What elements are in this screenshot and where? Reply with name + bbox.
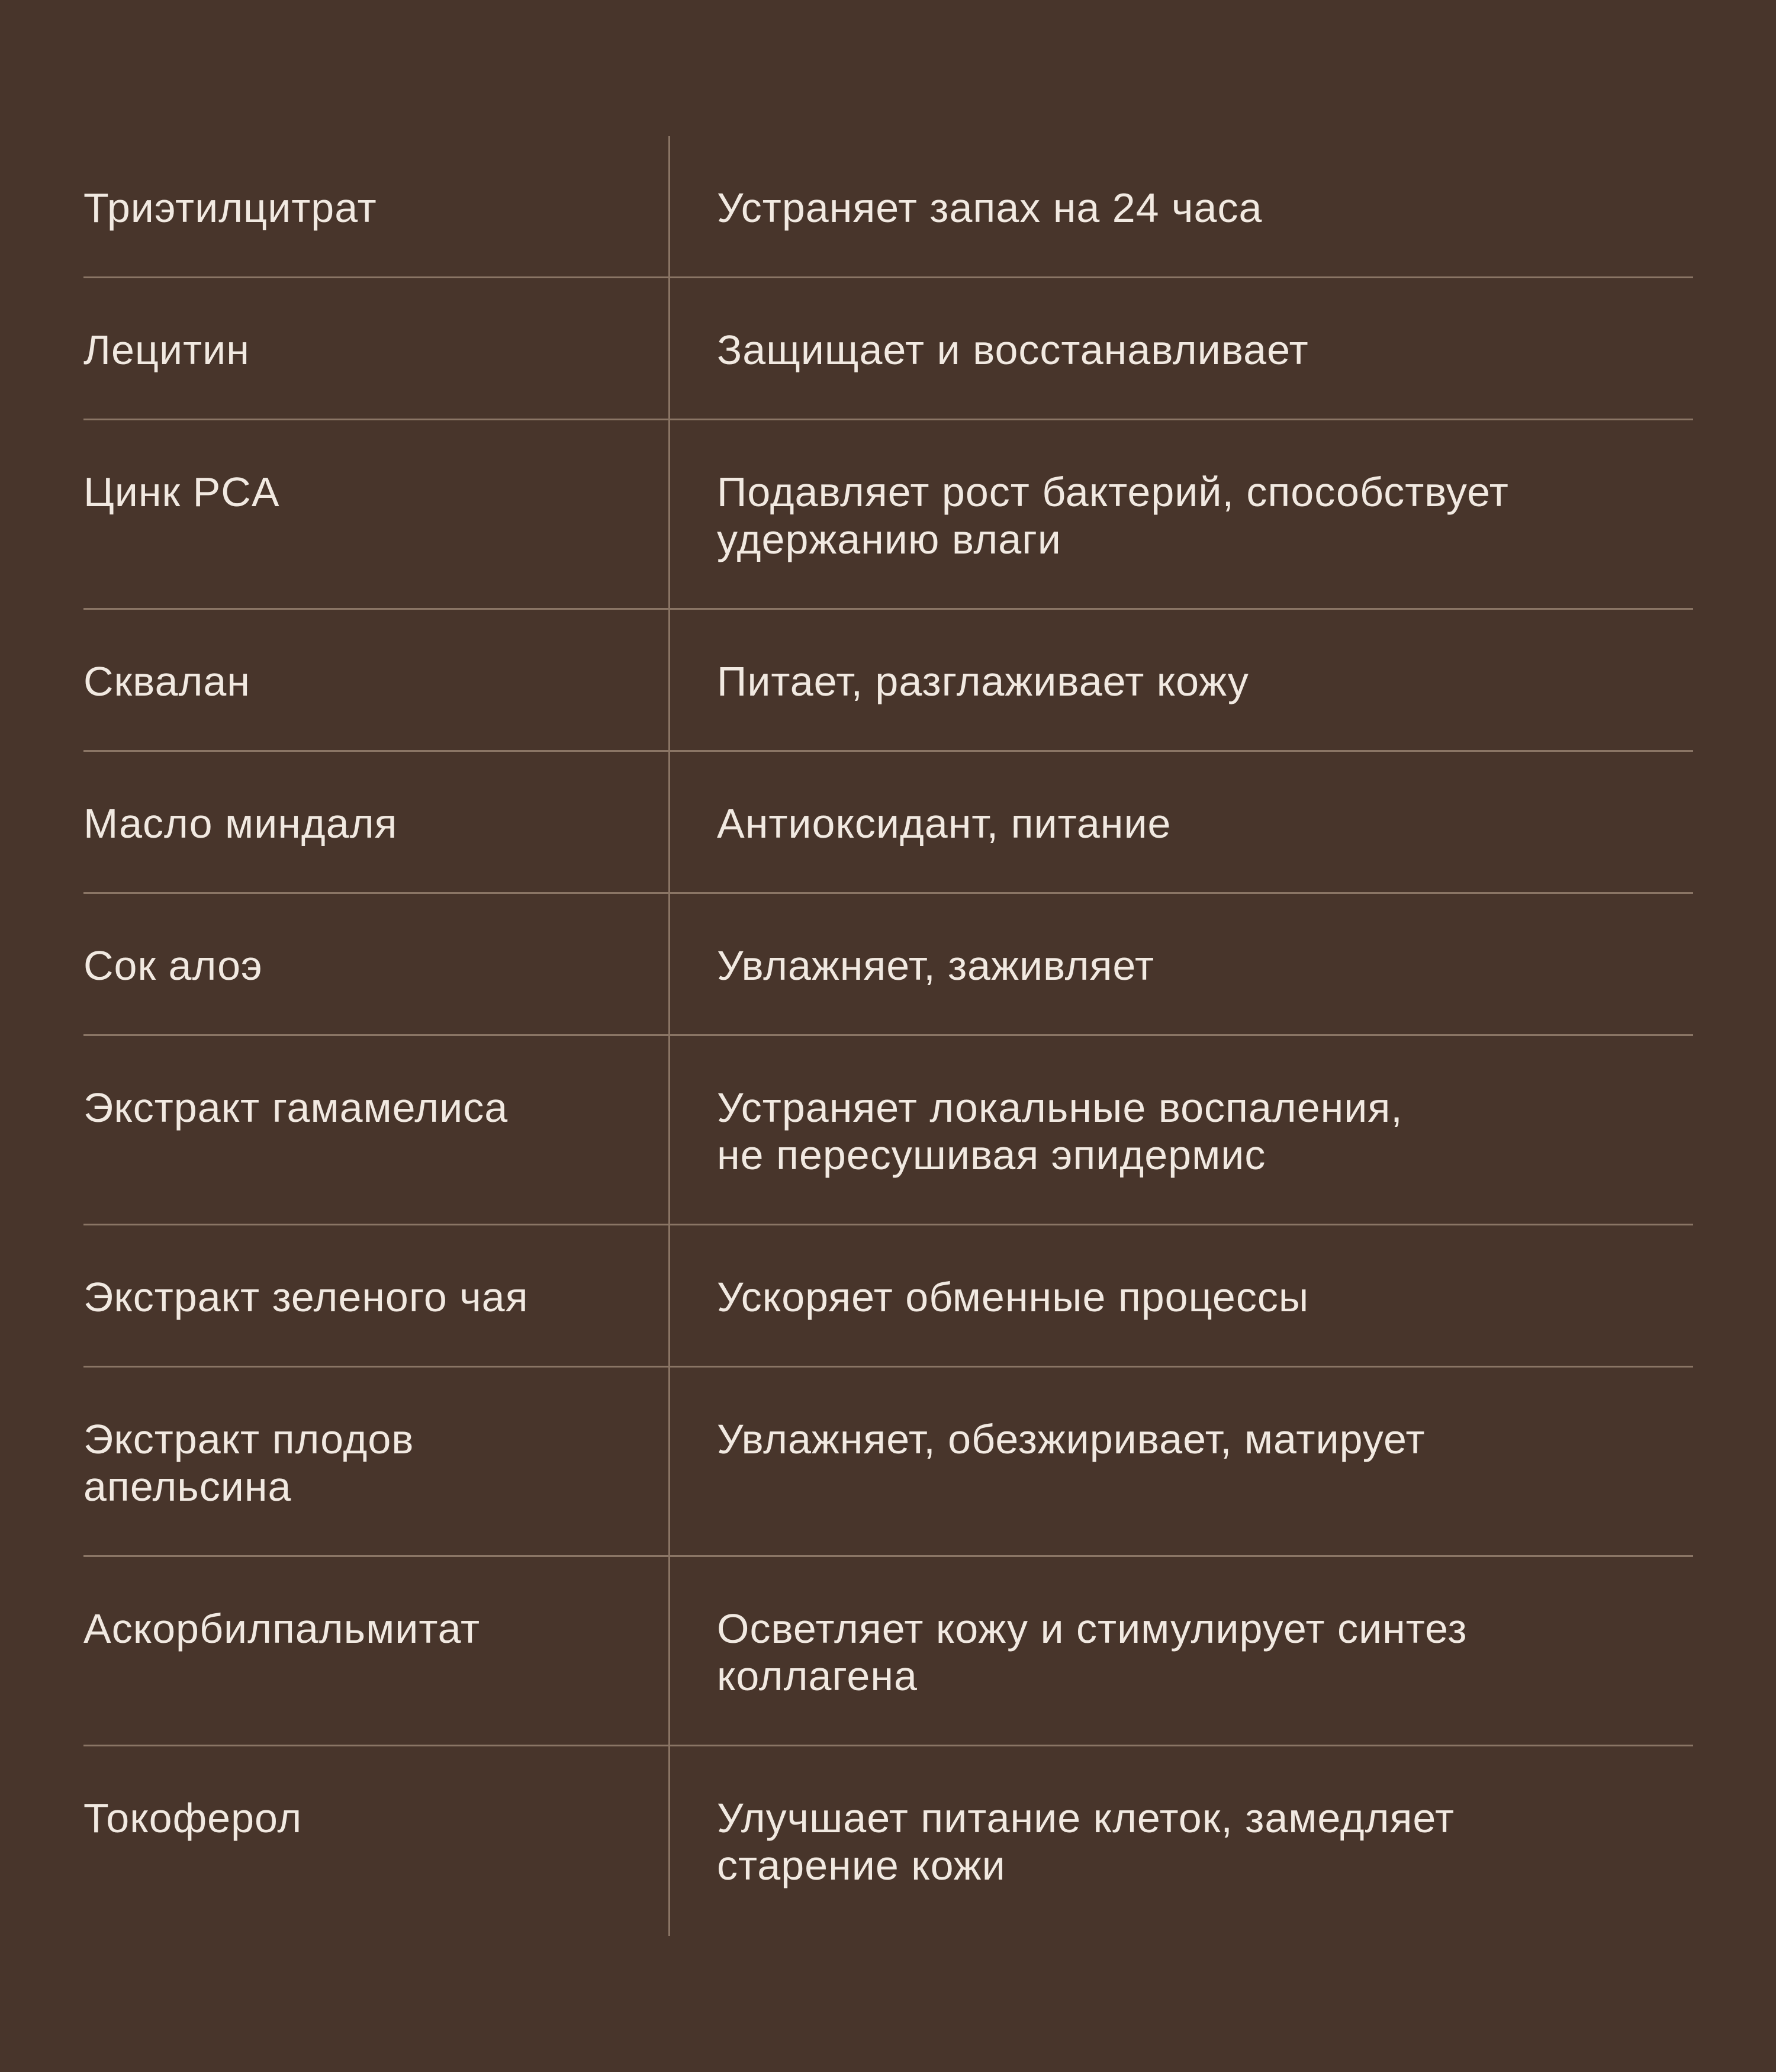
table-row bbox=[83, 1225, 1693, 1368]
ingredient-name: Сок алоэ bbox=[83, 942, 263, 989]
ingredient-name: Триэтилцитрат bbox=[83, 185, 377, 231]
ingredient-description: Ускоряет обменные процессы bbox=[717, 1274, 1310, 1320]
ingredient-name: Масло миндаля bbox=[83, 800, 398, 847]
table-row bbox=[83, 1557, 1693, 1746]
table-row bbox=[83, 136, 1693, 278]
table-row bbox=[83, 1746, 1693, 1936]
ingredient-name: Токоферол bbox=[83, 1795, 303, 1841]
ingredients-table bbox=[83, 136, 1693, 1936]
ingredient-name: Лецитин bbox=[83, 327, 250, 373]
ingredient-name: Экстракт гамамелиса bbox=[83, 1085, 509, 1131]
ingredient-description: Осветляет кожу и стимулирует синтез коллагена bbox=[717, 1606, 1468, 1699]
ingredient-description: Защищает и восстанавливает bbox=[717, 327, 1309, 373]
ingredient-description: Питает, разглаживает кожу bbox=[717, 658, 1249, 704]
table-row bbox=[83, 752, 1693, 894]
table-row bbox=[83, 610, 1693, 752]
table-row bbox=[83, 1036, 1693, 1225]
ingredient-name: Экстракт плодов апельсина bbox=[83, 1416, 414, 1510]
table-row bbox=[83, 1368, 1693, 1557]
ingredient-name: Сквалан bbox=[83, 658, 250, 704]
table-row bbox=[83, 278, 1693, 420]
ingredient-name: Экстракт зеленого чая bbox=[83, 1274, 529, 1320]
ingredient-description: Антиоксидант, питание bbox=[717, 800, 1172, 847]
ingredient-name: Цинк PCA bbox=[83, 469, 280, 515]
ingredient-description: Устраняет запах на 24 часа bbox=[717, 185, 1263, 231]
table-row bbox=[83, 894, 1693, 1036]
ingredient-name: Аскорбилпальмитат bbox=[83, 1606, 481, 1652]
table-row bbox=[83, 420, 1693, 610]
ingredient-description: Увлажняет, заживляет bbox=[717, 942, 1155, 989]
ingredient-description: Улучшает питание клеток, замедляет старение кожи bbox=[717, 1795, 1455, 1888]
ingredient-description: Подавляет рост бактерий, способствует удержанию влаги bbox=[717, 469, 1509, 562]
ingredient-description: Устраняет локальные воспаления, не пересушивая эпидермис bbox=[717, 1085, 1403, 1178]
ingredient-description: Увлажняет, обезжиривает, матирует bbox=[717, 1416, 1426, 1462]
